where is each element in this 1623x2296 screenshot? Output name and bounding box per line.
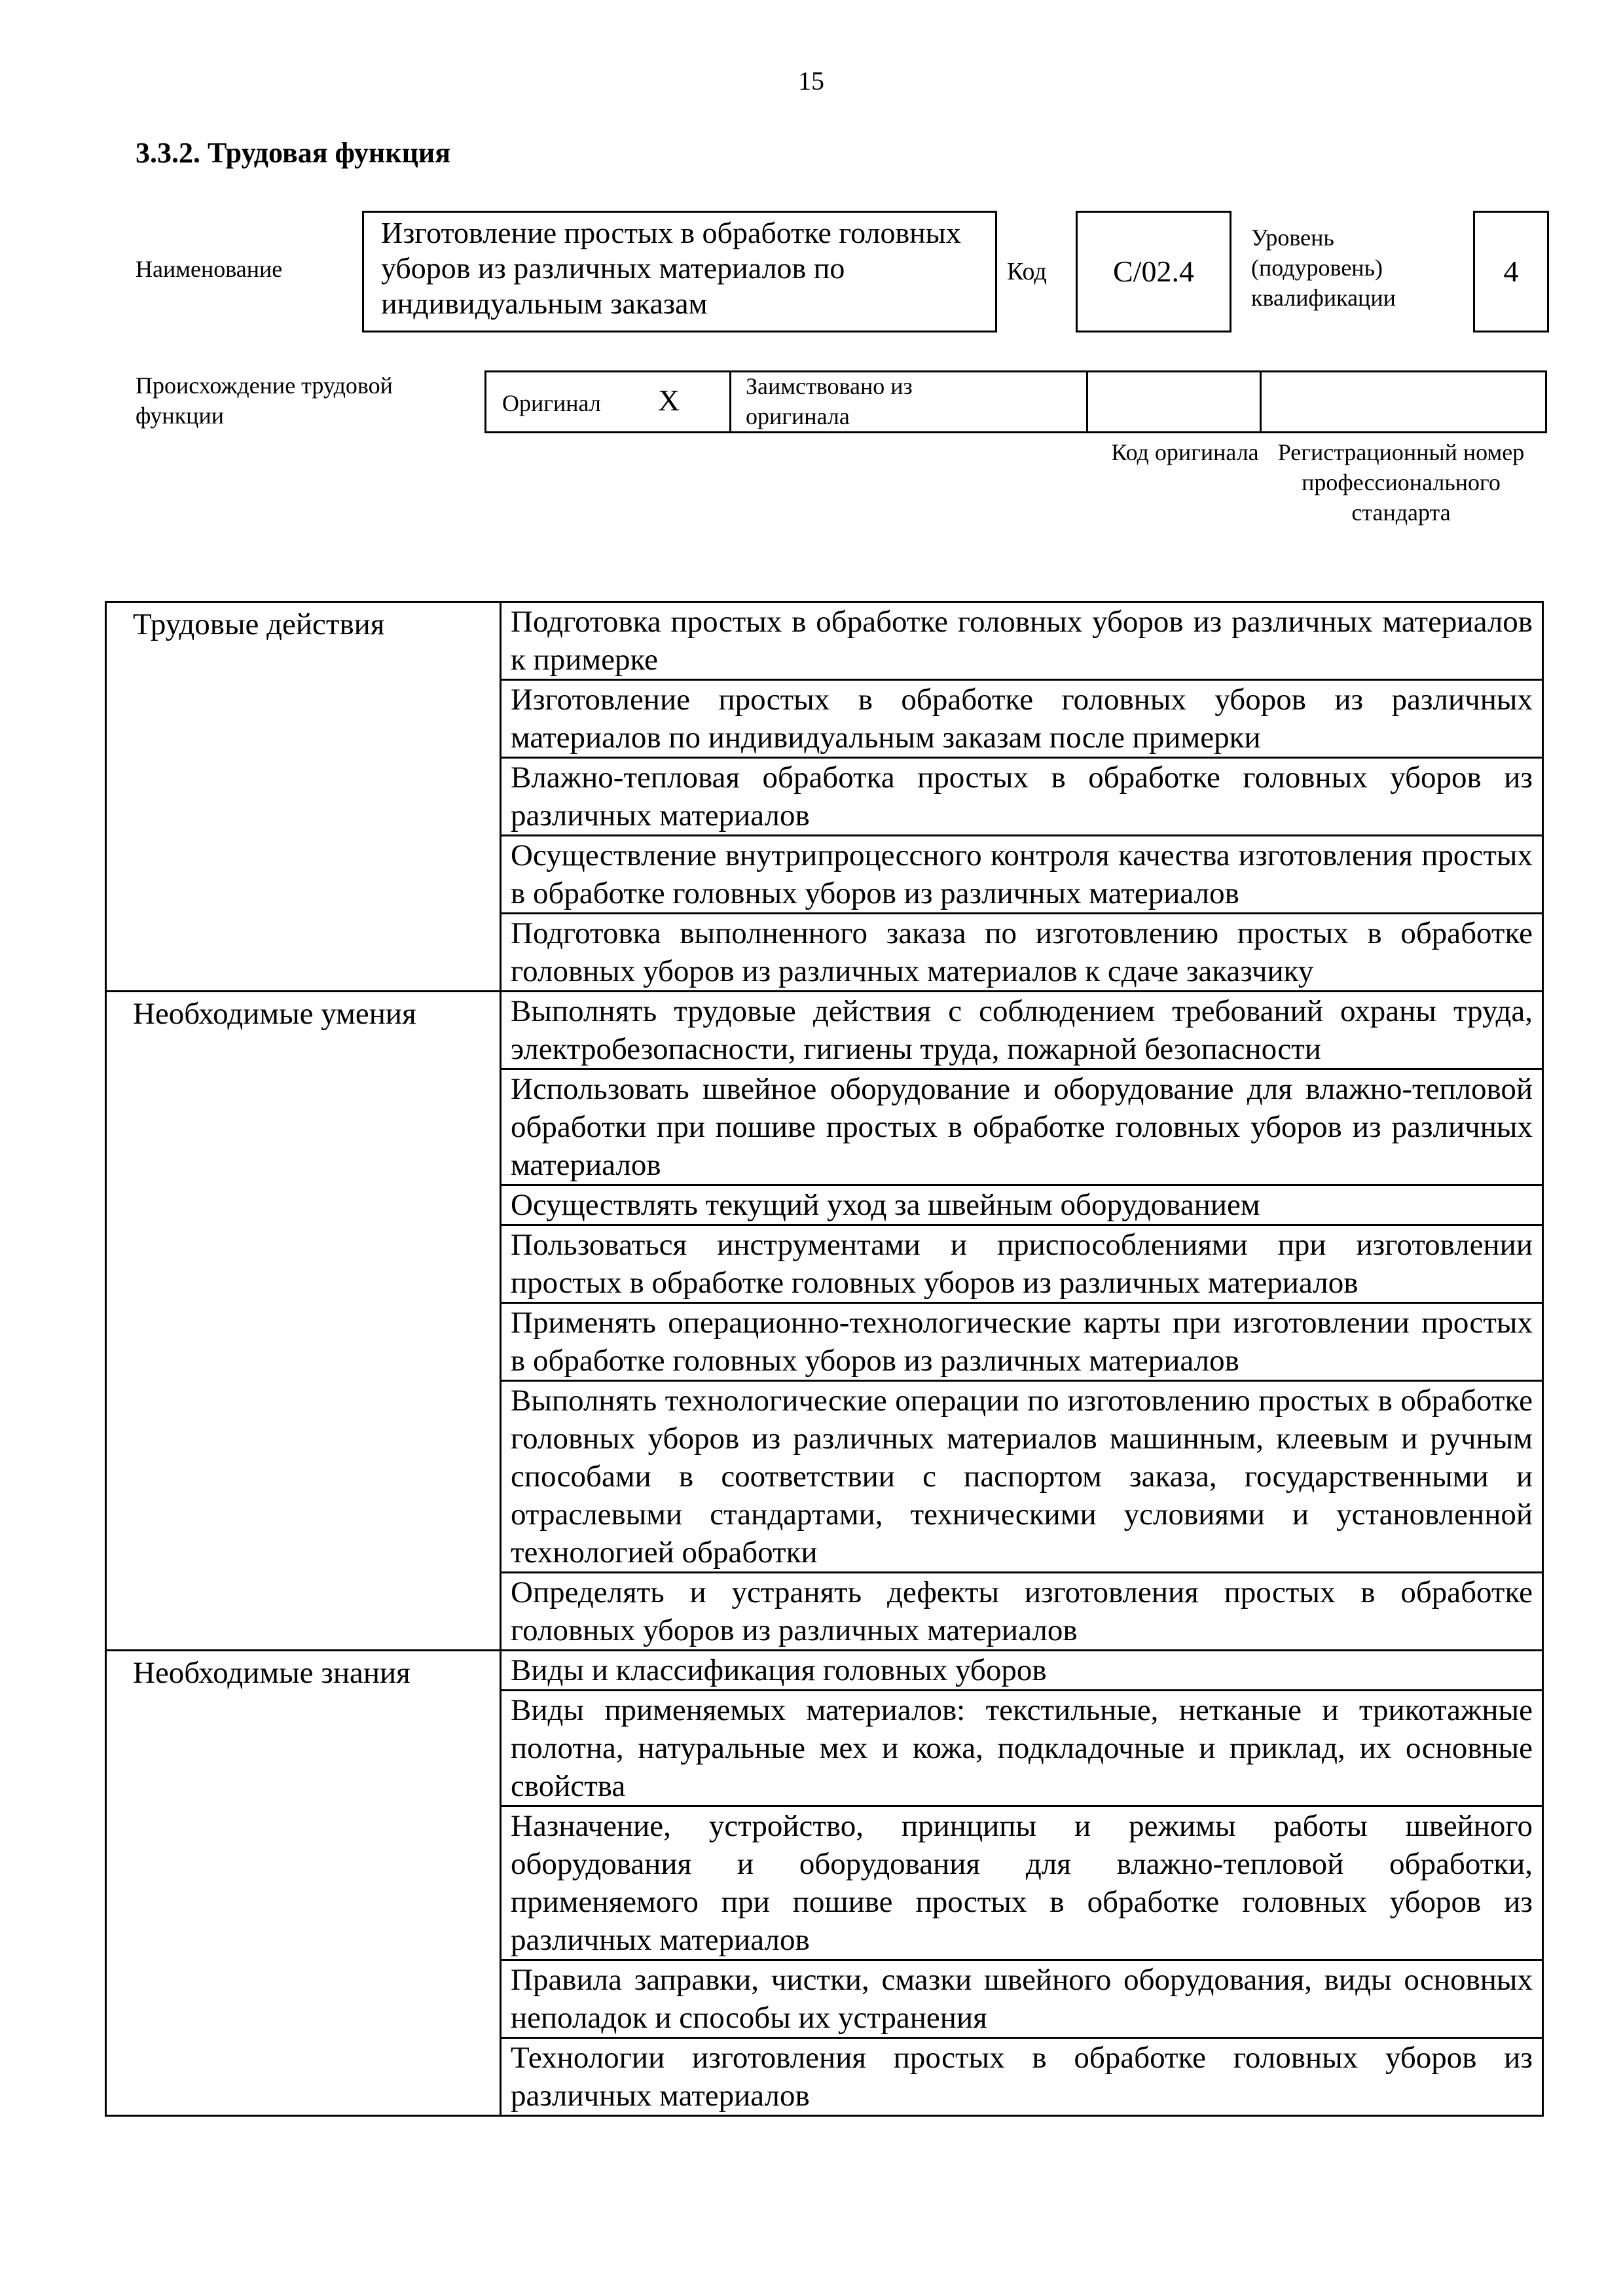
section-item: Выполнять технологические операции по изготовлению простых в обработке головных уборов из различных материалов машинным, клеевым и ручным способами в соответствии с паспортом заказа, государственными и отраслевыми стандартами, техническими условиями и установленной технологией обработки	[501, 1381, 1543, 1573]
function-name-box	[362, 211, 997, 332]
section-item: Использовать швейное оборудование и оборудование для влажно-тепловой обработки при пошиве простых в обработке головных уборов из различных материалов	[501, 1069, 1543, 1185]
original-code-caption: Код оригинала	[1111, 439, 1259, 465]
origin-box	[484, 370, 1547, 433]
section-item: Правила заправки, чистки, смазки швейного оборудования, виды основных неполадок и способы их устранения	[501, 1960, 1543, 2038]
section-item: Назначение, устройство, принципы и режимы работы швейного оборудования и оборудования для влажно-тепловой обработки, применяемого при пошиве простых в обработке головных уборов из различных материалов	[501, 1806, 1543, 1960]
borrowed-label: Заимствовано из оригинала	[746, 373, 913, 429]
original-mark: X	[658, 384, 680, 417]
section-title: 3.3.2. Трудовая функция	[136, 137, 451, 169]
section-item: Подготовка выполненного заказа по изготовлению простых в обработке головных уборов из различных материалов к сдаче заказчику	[501, 914, 1543, 992]
code-label: Код	[1007, 258, 1047, 285]
table-row	[106, 602, 1543, 680]
origin-divider	[729, 372, 731, 431]
section-item: Выполнять трудовые действия с соблюдением требований охраны труда, электробезопасности, гигиены труда, пожарной безопасности	[501, 992, 1543, 1069]
code-value: C/02.4	[1113, 255, 1194, 288]
section-category: Необходимые знания	[106, 1651, 501, 2116]
section-item: Определять и устранять дефекты изготовления простых в обработке головных уборов из различных материалов	[501, 1573, 1543, 1651]
section-item: Осуществлять текущий уход за швейным оборудованием	[501, 1185, 1543, 1225]
original-label: Оригинал	[502, 390, 601, 416]
function-name-value: Изготовление простых в обработке головных уборов из различных материалов по индивидуальным заказам	[381, 216, 961, 320]
origin-label: Происхождение трудовой функции	[136, 372, 393, 429]
level-label: Уровень (подуровень) квалификации	[1251, 224, 1396, 311]
page-number: 15	[798, 66, 824, 96]
name-label: Наименование	[136, 256, 283, 282]
level-box	[1473, 211, 1549, 332]
origin-divider	[1086, 372, 1088, 431]
section-item: Пользоваться инструментами и приспособлениями при изготовлении простых в обработке головных уборов из различных материалов	[501, 1225, 1543, 1303]
function-details-table	[105, 601, 1544, 2117]
section-item: Виды и классификация головных уборов	[501, 1651, 1543, 1691]
table-row	[106, 1651, 1543, 1691]
level-value: 4	[1503, 255, 1519, 288]
section-item: Технологии изготовления простых в обработке головных уборов из различных материалов	[501, 2038, 1543, 2116]
section-item: Подготовка простых в обработке головных уборов из различных материалов к примерке	[501, 602, 1543, 680]
section-item: Осуществление внутрипроцессного контроля качества изготовления простых в обработке головных уборов из различных материалов	[501, 836, 1543, 914]
code-box	[1076, 211, 1231, 332]
section-item: Изготовление простых в обработке головных уборов из различных материалов по индивидуальным заказам после примерки	[501, 680, 1543, 758]
table-row	[106, 992, 1543, 1069]
section-item: Применять операционно-технологические карты при изготовлении простых в обработке головных уборов из различных материалов	[501, 1303, 1543, 1381]
reg-number-caption: Регистрационный номер профессионального стандарта	[1277, 439, 1525, 526]
section-category: Трудовые действия	[106, 602, 501, 992]
section-item: Влажно-тепловая обработка простых в обработке головных уборов из различных материалов	[501, 758, 1543, 836]
section-category: Необходимые умения	[106, 992, 501, 1651]
section-item: Виды применяемых материалов: текстильные, нетканые и трикотажные полотна, натуральные мех и кожа, подкладочные и приклад, их основные свойства	[501, 1691, 1543, 1806]
origin-divider	[1260, 372, 1262, 431]
